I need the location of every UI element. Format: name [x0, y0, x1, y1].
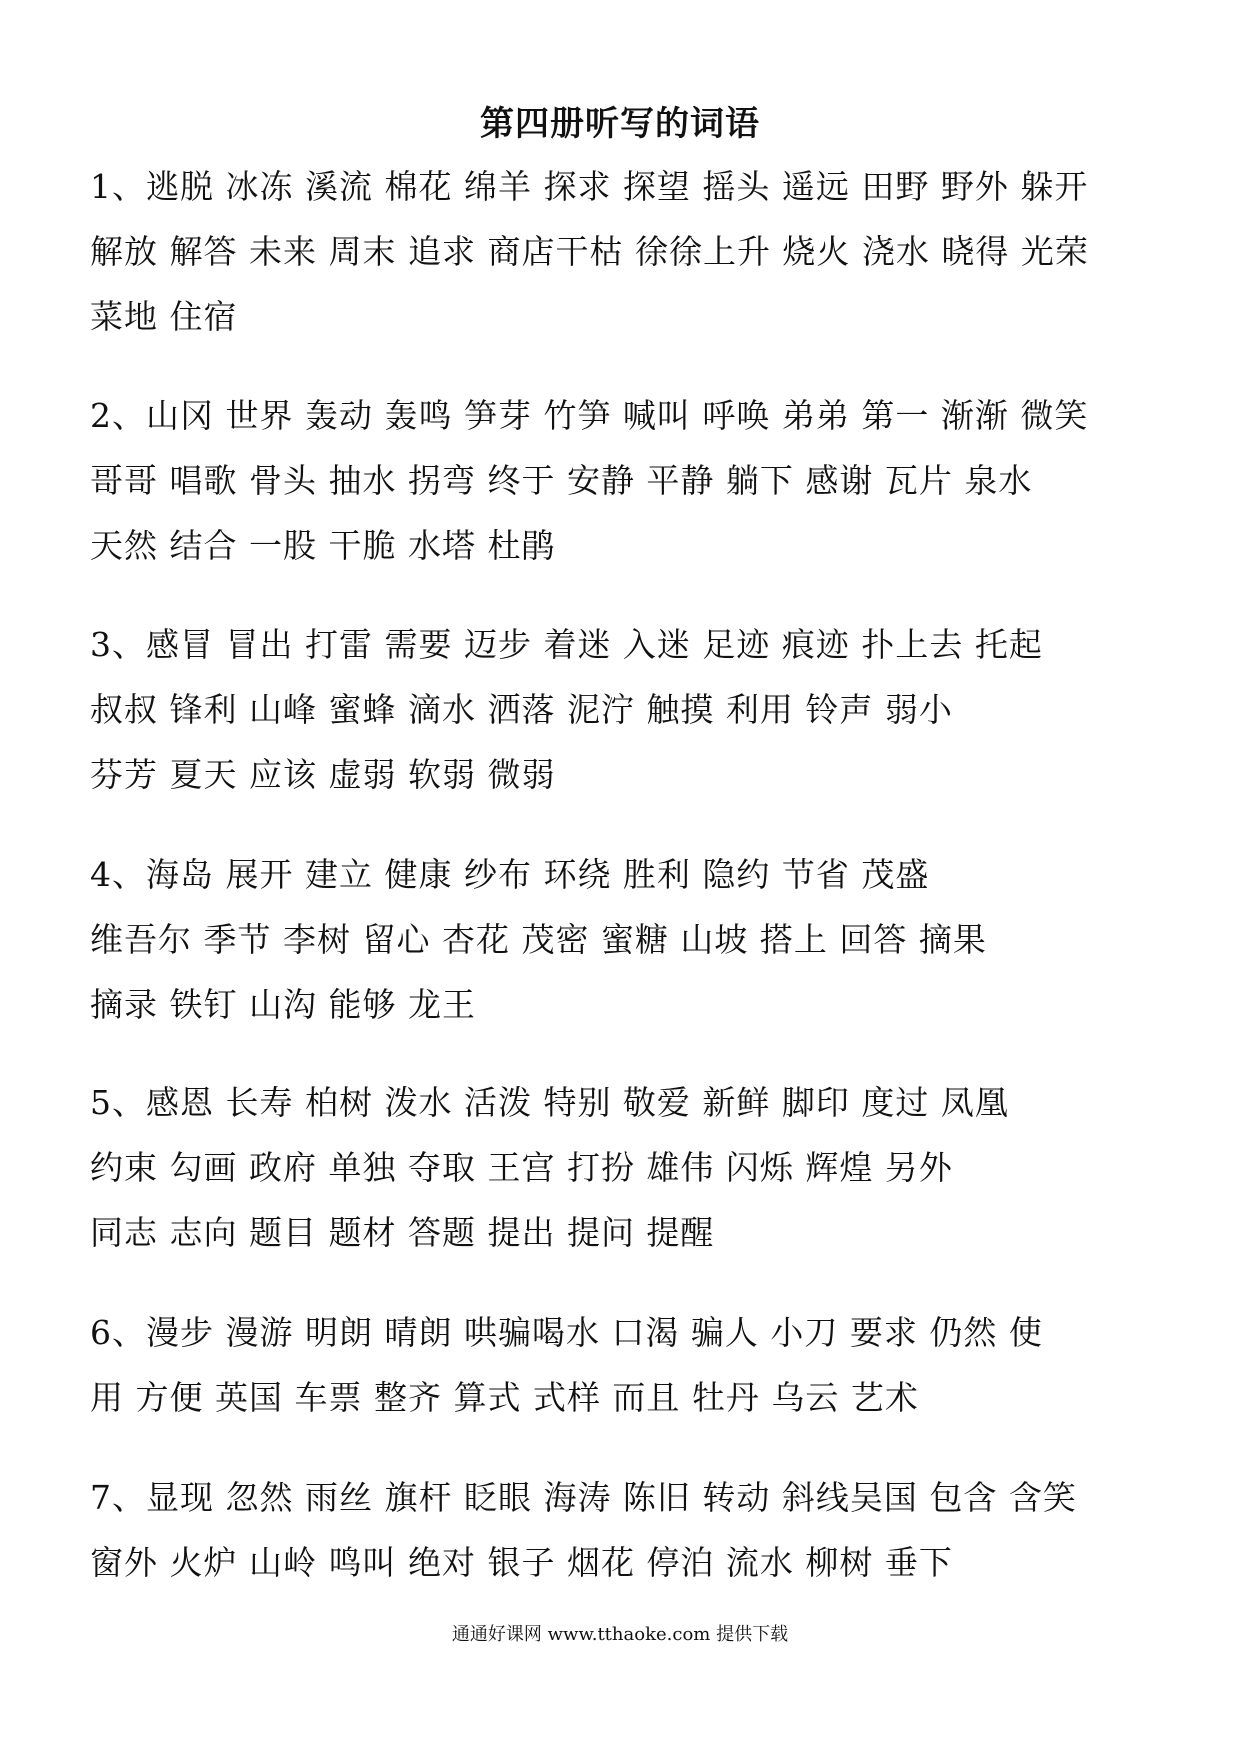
page-title: 第四册听写的词语: [480, 104, 760, 144]
word-line: 4、海岛 展开 建立 健康 纱布 环绕 胜利 隐约 节省 茂盛: [90, 855, 930, 894]
word-line: 2、山冈 世界 轰动 轰鸣 笋芽 竹笋 喊叫 呼唤 弟弟 第一 渐渐 微笑: [90, 396, 1089, 435]
word-line: 3、感冒 冒出 打雷 需要 迈步 着迷 入迷 足迹 痕迹 扑上去 托起: [90, 625, 1043, 664]
word-group-4: [90, 842, 1170, 1037]
word-line: 天然 结合 一股 干脆 水塔 杜鹃: [90, 526, 556, 565]
word-group-5: [90, 1070, 1170, 1265]
word-line: 菜地 住宿: [90, 297, 238, 336]
word-group-7: [90, 1465, 1170, 1595]
word-line: 哥哥 唱歌 骨头 抽水 拐弯 终于 安静 平静 躺下 感谢 瓦片 泉水: [90, 461, 1033, 500]
word-line: 叔叔 锋利 山峰 蜜蜂 滴水 洒落 泥泞 触摸 利用 铃声 弱小: [90, 690, 953, 729]
word-line: 6、漫步 漫游 明朗 晴朗 哄骗喝水 口渴 骗人 小刀 要求 仍然 使: [90, 1313, 1043, 1352]
word-line: 用 方便 英国 车票 整齐 算式 式样 而且 牡丹 乌云 艺术: [90, 1378, 919, 1417]
word-line: 同志 志向 题目 题材 答题 提出 提问 提醒: [90, 1213, 715, 1252]
word-group-6: [90, 1300, 1170, 1430]
word-line: 摘录 铁钉 山沟 能够 龙王: [90, 985, 476, 1024]
word-line: 窗外 火炉 山岭 鸣叫 绝对 银子 烟花 停泊 流水 柳树 垂下: [90, 1543, 953, 1582]
word-group-1: [90, 154, 1170, 349]
word-group-2: [90, 383, 1170, 578]
word-line: 解放 解答 未来 周末 追求 商店干枯 徐徐上升 烧火 浇水 晓得 光荣: [90, 232, 1089, 271]
word-line: 约束 勾画 政府 单独 夺取 王宫 打扮 雄伟 闪烁 辉煌 另外: [90, 1148, 953, 1187]
word-line: 1、逃脱 冰冻 溪流 棉花 绵羊 探求 探望 摇头 遥远 田野 野外 躲开: [90, 167, 1089, 206]
word-line: 5、感恩 长寿 柏树 泼水 活泼 特别 敬爱 新鲜 脚印 度过 凤凰: [90, 1083, 1009, 1122]
word-line: 维吾尔 季节 李树 留心 杏花 茂密 蜜糖 山坡 搭上 回答 摘果: [90, 920, 987, 959]
word-line: 7、显现 忽然 雨丝 旗杆 眨眼 海涛 陈旧 转动 斜线吴国 包含 含笑: [90, 1478, 1077, 1517]
word-line: 芬芳 夏天 应该 虚弱 软弱 微弱: [90, 755, 556, 794]
word-group-3: [90, 612, 1170, 807]
page-footer: 通通好课网 www.tthaoke.com 提供下载: [451, 1624, 789, 1645]
